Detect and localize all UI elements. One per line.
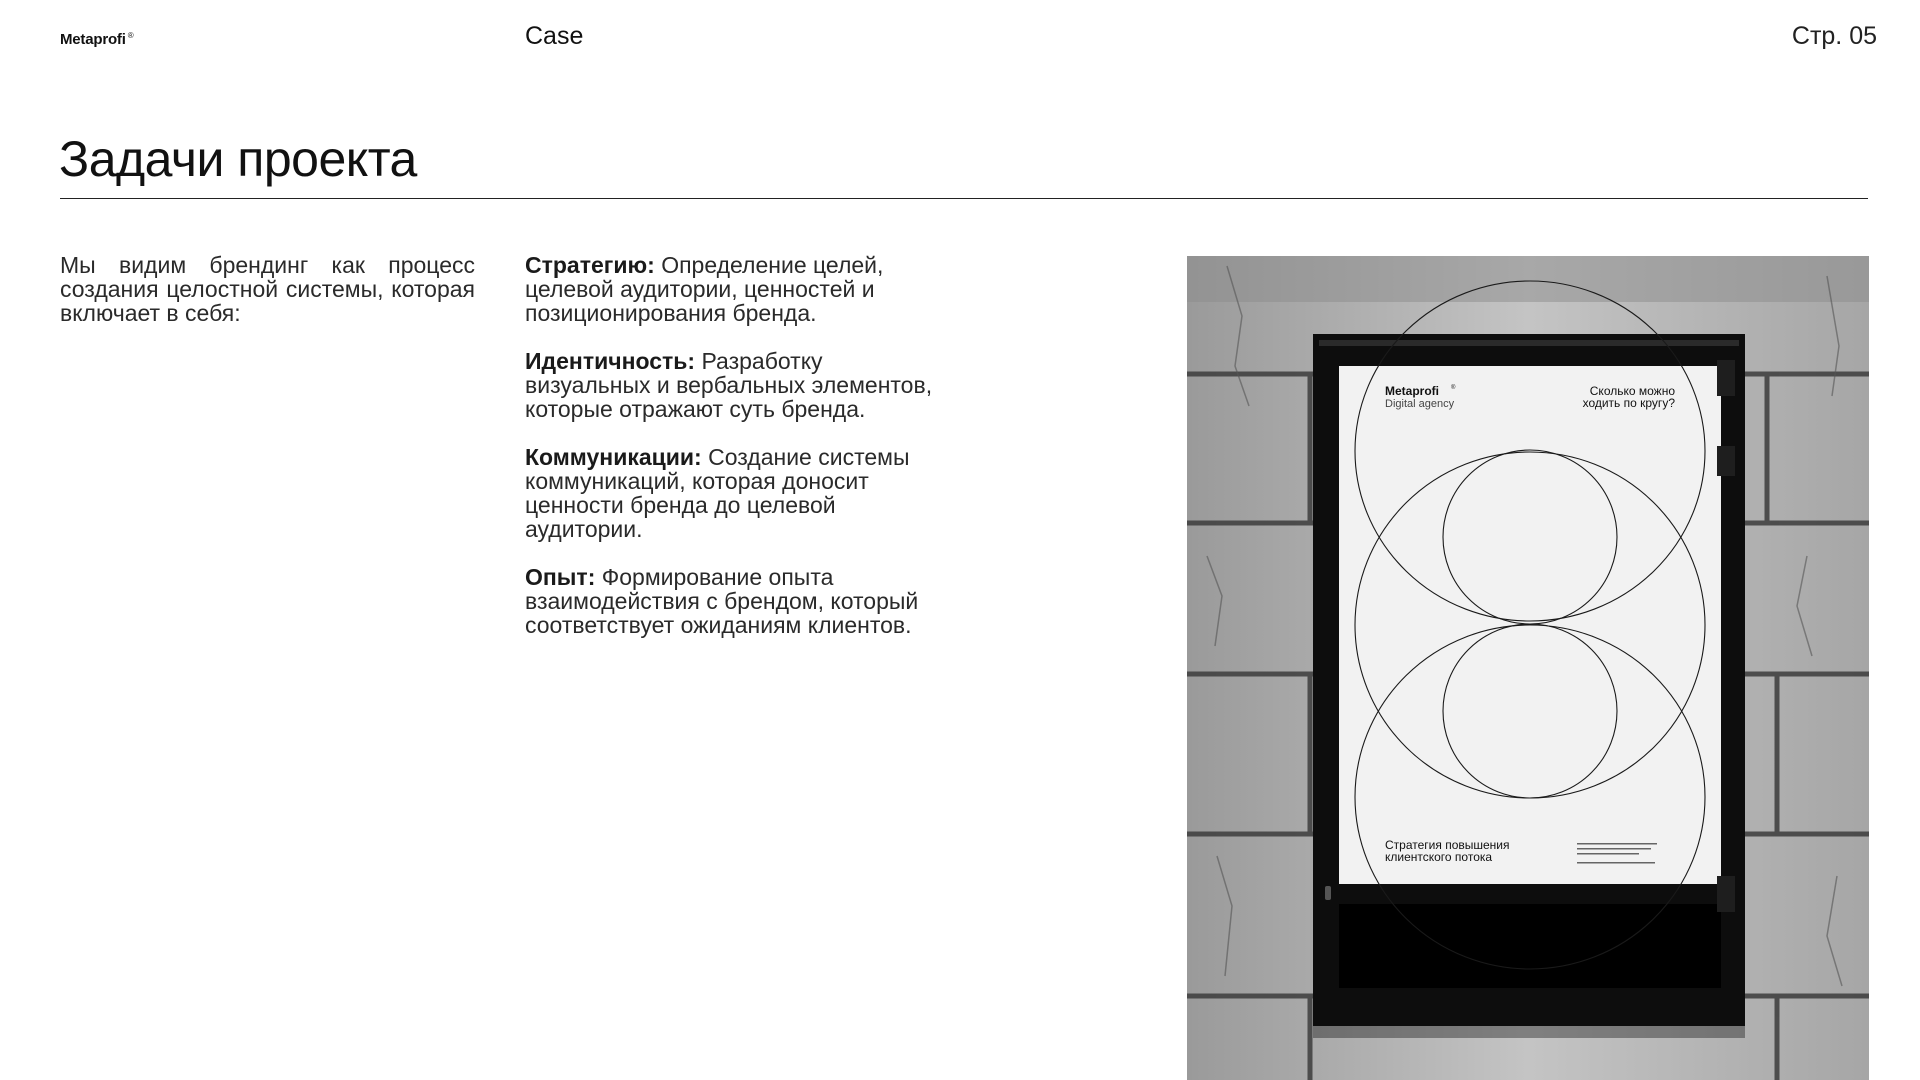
task-description: Создание системы коммуникаций, которая доносит ценности бренда до целевой аудитории. [525, 444, 910, 542]
poster-question-line1: Сколько можно [1589, 384, 1675, 398]
poster-question-line2: ходить по кругу? [1582, 396, 1675, 410]
poster-photo [1187, 256, 1869, 1080]
page-number: Стр. 05 [1791, 22, 1877, 50]
task-term: Опыт: [525, 564, 596, 590]
poster-footer-line1: Стратегия повышения [1385, 838, 1510, 852]
task-identity [525, 349, 940, 421]
poster-tagline: Digital agency [1385, 398, 1455, 410]
intro-paragraph: Мы видим брендинг как процесс создания целостной системы, которая включает в себя: [60, 252, 475, 326]
task-list [525, 253, 940, 661]
task-term: Стратегию: [525, 252, 655, 278]
task-description: Разработку визуальных и вербальных элементов, которые отражают суть бренда. [525, 348, 933, 422]
task-description: Определение целей, целевой аудитории, ценностей и позиционирования бренда. [525, 252, 884, 326]
section-label: Case [525, 22, 584, 50]
task-communications [525, 445, 940, 541]
poster-footer-line2: клиентского потока [1385, 850, 1493, 864]
poster-frame [1313, 334, 1745, 1038]
task-description: Формирование опыта взаимодействия с брендом, который соответствует ожиданиям клиентов. [525, 564, 919, 638]
poster-brand-mark: ® [1451, 385, 1456, 391]
task-strategy [525, 253, 940, 325]
task-term: Коммуникации: [525, 444, 702, 470]
page-title: Задачи проекта [59, 131, 417, 187]
task-experience [525, 565, 940, 637]
title-divider [60, 198, 1868, 199]
brand-logo [60, 31, 133, 48]
poster-brand: Metaprofi [1385, 384, 1439, 398]
brand-logo-text: Metaprofi [60, 31, 126, 48]
registered-mark: ® [127, 31, 134, 40]
task-term: Идентичность: [525, 348, 696, 374]
